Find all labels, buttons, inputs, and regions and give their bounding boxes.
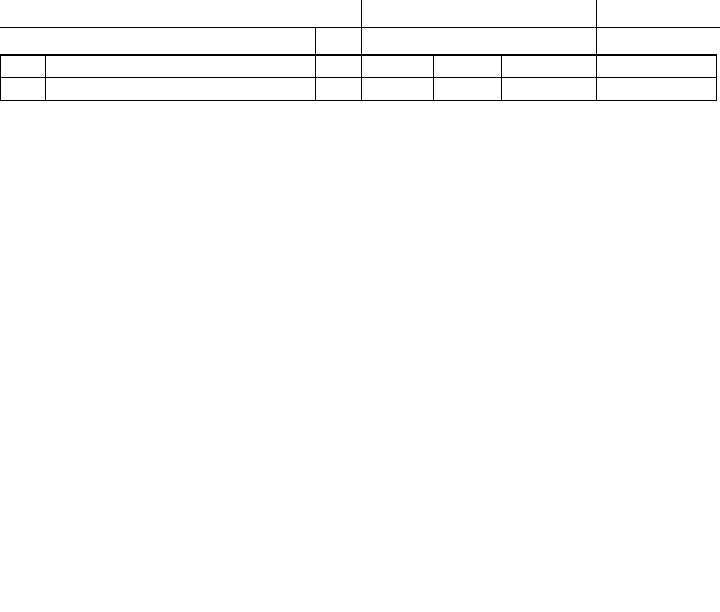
blank-row-divider (315, 27, 316, 54)
col-unit (316, 55, 362, 78)
section-title (46, 78, 316, 101)
section-title-row (1, 78, 717, 101)
col-item (1, 55, 46, 78)
col-qty (362, 55, 434, 78)
col-total (502, 55, 597, 78)
quote-table (0, 54, 717, 101)
col-note (597, 55, 717, 78)
col-price (434, 55, 502, 78)
column-header-row (1, 55, 717, 78)
blank-row-divider (361, 27, 362, 54)
header-divider (596, 0, 597, 27)
col-name (46, 55, 316, 78)
blank-row-divider (596, 27, 597, 54)
header-divider (361, 0, 362, 27)
header-bar (0, 0, 720, 28)
